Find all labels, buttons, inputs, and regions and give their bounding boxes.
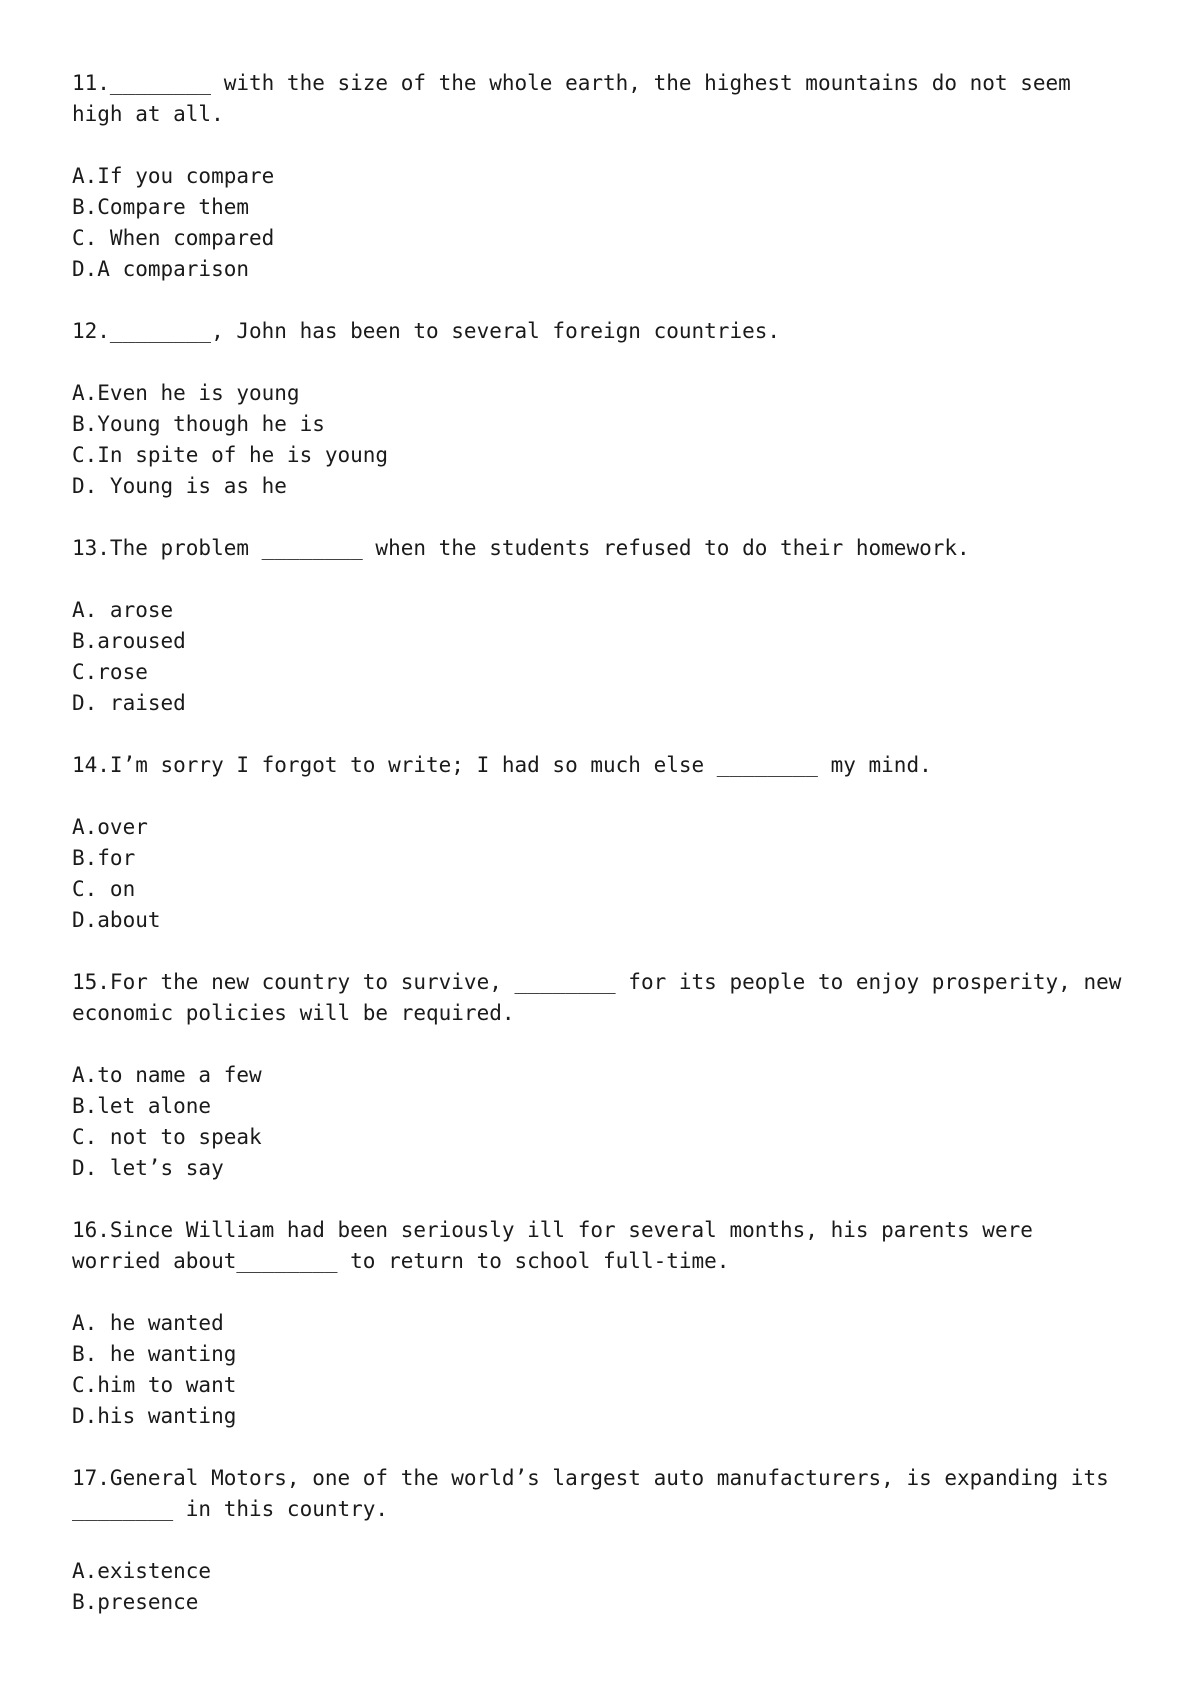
option-a: A.existence: [72, 1559, 212, 1583]
option-b: B.Compare them: [72, 195, 250, 219]
option-c: C.In spite of he is young: [72, 443, 389, 467]
question-stem: 15.For the new country to survive, ________ for its people to enjoy prosperity, new economic policies will be required.: [72, 970, 1135, 1025]
question-stem: 16.Since William had been seriously ill for several months, his parents were worried about________ to return to school full-time.: [72, 1218, 1046, 1273]
question-16: [72, 1215, 1132, 1432]
option-a: A. he wanted: [72, 1311, 224, 1335]
option-c: C. not to speak: [72, 1125, 262, 1149]
option-c: C. on: [72, 877, 136, 901]
option-d: D.his wanting: [72, 1404, 237, 1428]
option-b: B.Young though he is: [72, 412, 325, 436]
option-d: D. raised: [72, 691, 186, 715]
option-d: D.about: [72, 908, 161, 932]
question-stem: 12.________, John has been to several foreign countries.: [72, 319, 781, 343]
option-b: B.for: [72, 846, 136, 870]
option-d: D.A comparison: [72, 257, 250, 281]
option-a: A.Even he is young: [72, 381, 300, 405]
option-c: C.rose: [72, 660, 148, 684]
option-a: A. arose: [72, 598, 174, 622]
question-14: [72, 750, 1132, 936]
option-b: B.presence: [72, 1590, 199, 1614]
question-15: [72, 967, 1135, 1184]
option-d: D. let’s say: [72, 1156, 224, 1180]
exam-page: [72, 68, 1135, 1649]
option-d: D. Young is as he: [72, 474, 287, 498]
question-11: [72, 68, 1132, 285]
option-a: A.If you compare: [72, 164, 275, 188]
question-13: [72, 533, 1132, 719]
question-stem: 11.________ with the size of the whole earth, the highest mountains do not seem high at all.: [72, 71, 1084, 126]
question-stem: 17.General Motors, one of the world’s largest auto manufacturers, is expanding its ________ in this country.: [72, 1466, 1122, 1521]
option-b: B.let alone: [72, 1094, 212, 1118]
option-b: B. he wanting: [72, 1342, 237, 1366]
option-c: C.him to want: [72, 1373, 237, 1397]
option-b: B.aroused: [72, 629, 186, 653]
question-17: [72, 1463, 1132, 1618]
question-stem: 13.The problem ________ when the students refused to do their homework.: [72, 536, 970, 560]
option-a: A.over: [72, 815, 148, 839]
option-a: A.to name a few: [72, 1063, 262, 1087]
question-stem: 14.I’m sorry I forgot to write; I had so much else ________ my mind.: [72, 753, 932, 777]
question-12: [72, 316, 1132, 502]
option-c: C. When compared: [72, 226, 275, 250]
